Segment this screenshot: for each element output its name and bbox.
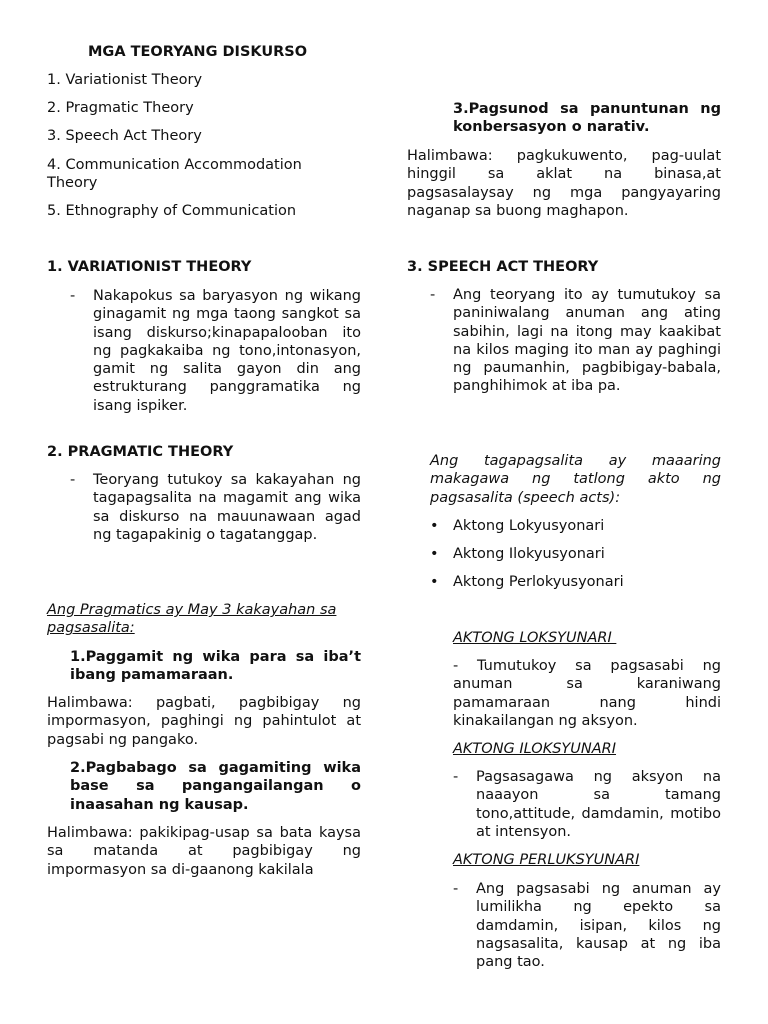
pragmatics-abilities-intro: Ang Pragmatics ay May 3 kakayahan sa pagsasalita: <box>47 602 337 637</box>
iloksyunari-title: AKTONG ILOKSYUNARI <box>453 741 617 757</box>
dash-marker: - <box>70 472 76 488</box>
act-label: Aktong Lokyusyonari <box>453 518 605 534</box>
act-label: Aktong Perlokyusyonari <box>453 574 624 590</box>
dash-marker: - <box>453 881 459 897</box>
iloksyunari-desc: Pagsasagawa ng aksyon na naaayon sa tamang tono,attitude, damdamin, motibo at intensyon. <box>476 769 721 840</box>
ability-1-title: 1.Paggamit ng wika para sa iba’t ibang pamamaraan. <box>70 649 361 684</box>
theory-list-item-2: 2. Pragmatic Theory <box>47 100 194 116</box>
perluksyunari-title: AKTONG PERLUKSYUNARI <box>453 852 640 868</box>
theory-list-item-1: 1. Variationist Theory <box>47 72 203 88</box>
pragmatic-desc: Teoryang tutukoy sa kakayahan ng tagapagsalita na magamit ang wika sa diskurso na mauunawaan agad ng tagapakinig o tagatanggap. <box>93 472 361 543</box>
loksyunari-desc: - Tumutukoy sa pagsasabi ng anuman sa karaniwang pamamaraan nang hindi kinakailangan ng aksyon. <box>453 658 721 729</box>
theory-list-item-5: 5. Ethnography of Communication <box>47 203 297 219</box>
bullet-marker: • <box>430 518 439 534</box>
dash-marker: - <box>453 769 459 785</box>
dash-marker: - <box>70 288 76 304</box>
page-title: MGA TEORYANG DISKURSO <box>88 44 308 60</box>
ability-2-example: Halimbawa: pakikipag-usap sa bata kaysa sa matanda at pagbibigay ng impormasyon sa di-gaanong kakilala <box>47 825 361 878</box>
theory-list-item-4: 4. Communication Accommodation Theory <box>47 157 302 192</box>
speech-act-heading: 3. SPEECH ACT THEORY <box>407 259 599 275</box>
ability-3-title: 3.Pagsunod sa panuntunan ng konbersasyon o narativ. <box>453 101 721 136</box>
ability-3-example: Halimbawa: pagkukuwento, pag-uulat hinggil sa aklat na binasa,at pagsasalaysay ng mga pangyayaring naganap sa buong maghapon. <box>407 148 721 219</box>
bullet-marker: • <box>430 546 439 562</box>
act-label: Aktong Ilokyusyonari <box>453 546 605 562</box>
speech-acts-intro: Ang tagapagsalita ay maaaring makagawa ng tatlong akto ng pagsasalita (speech acts): <box>430 453 721 506</box>
theory-list-item-3: 3. Speech Act Theory <box>47 128 202 144</box>
ability-1-example: Halimbawa: pagbati, pagbibigay ng impormasyon, paghingi ng pahintulot at pagsabi ng pangako. <box>47 695 361 748</box>
ability-2-title: 2.Pagbabago sa gagamiting wika base sa pangangailangan o inaasahan ng kausap. <box>70 760 361 813</box>
loksyunari-title: AKTONG LOKSYUNARI <box>453 630 617 646</box>
variationist-desc: Nakapokus sa baryasyon ng wikang ginagamit ng mga taong sangkot sa isang diskurso;kinapapalooban ito ng pagkakaiba ng tono,intonasyon, gamit ng salita gayon din ang estrukturang panggramatika ng isang ispiker. <box>93 288 361 414</box>
speech-act-desc: Ang teoryang ito ay tumutukoy sa paniniwalang anuman ang ating sabihin, lagi na itong may kaakibat na kilos maging ito man ay paghingi ng paumanhin, pagbibigay-babala, panghihimok at iba pa. <box>453 287 721 395</box>
perluksyunari-desc: Ang pagsasabi ng anuman ay lumilikha ng epekto sa damdamin, isipan, kilos ng nagsasalita, kausap at ng iba pang tao. <box>476 881 721 971</box>
bullet-marker: • <box>430 574 439 590</box>
variationist-heading: 1. VARIATIONIST THEORY <box>47 259 252 275</box>
pragmatic-heading: 2. PRAGMATIC THEORY <box>47 444 234 460</box>
dash-marker: - <box>430 287 436 303</box>
